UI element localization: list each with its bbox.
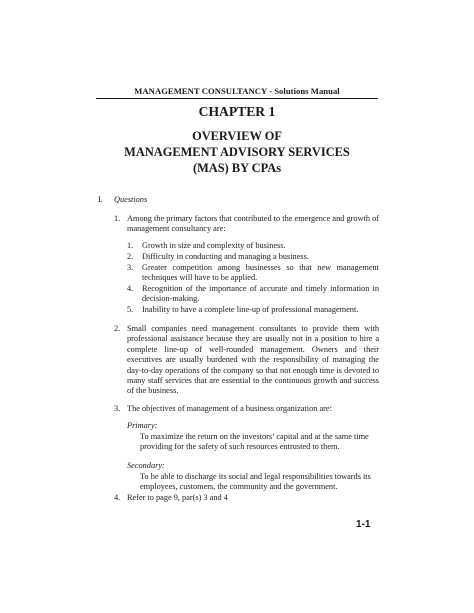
chapter-heading: CHAPTER 1 <box>198 104 276 119</box>
list-item-text: Difficulty in conducting and managing a business. <box>142 252 309 261</box>
page-number: 1-1 <box>356 519 371 530</box>
list-item-number: 1. <box>127 241 134 250</box>
primary-objective-label: Primary: <box>127 421 158 430</box>
list-item-number: 4. <box>127 284 134 293</box>
chapter-title-line-3: (MAS) BY CPAs <box>192 161 282 175</box>
chapter-title <box>96 128 378 176</box>
list-item-text: Recognition of the importance of accurate and timely information in decision-making. <box>142 284 379 304</box>
chapter-title-line-2: MANAGEMENT ADVISORY SERVICES <box>124 145 350 159</box>
secondary-objective-text: To be able to discharge its social and legal responsibilities towards its employees, customers, the community and the government. <box>140 472 371 492</box>
secondary-objective-label: Secondary: <box>127 461 165 470</box>
section-heading: Questions <box>114 195 148 204</box>
list-item-number: 2. <box>127 252 134 261</box>
question-2-number: 2. <box>114 324 121 333</box>
question-4-number: 4. <box>114 493 121 502</box>
running-header: MANAGEMENT CONSULTANCY - Solutions Manual <box>96 86 378 99</box>
question-4-text: Refer to page 9, par(s) 3 and 4 <box>127 493 228 502</box>
question-3-number: 3. <box>114 404 121 413</box>
question-3-text: The objectives of management of a business organization are: <box>127 404 332 413</box>
question-1-number: 1. <box>114 214 121 223</box>
section-numeral: I. <box>98 195 103 204</box>
question-1-intro: Among the primary factors that contributed to the emergence and growth of management consultancy are: <box>127 214 379 234</box>
chapter-title-line-1: OVERVIEW OF <box>192 129 282 143</box>
primary-objective-text: To maximize the return on the investors’ capital and at the same time providing for the safety of such resources entrusted to them. <box>140 432 369 452</box>
list-item-text: Greater competition among businesses so that new management techniques will have to be applied. <box>142 263 379 283</box>
list-item-text: Inability to have a complete line-up of professional management. <box>142 305 359 314</box>
list-item-number: 3. <box>127 263 134 272</box>
question-2-text: Small companies need management consultants to provide them with professional assistance because they are usually not in a position to hire a complete line-up of well-rounded management. Owners and their executives are usually burdened with the responsibility of managing the day-to-day operations of the company so that not enough time is devoted to many staff services that are essential to the continuous growth and success of the business. <box>127 324 379 396</box>
list-item-text: Growth in size and complexity of business. <box>142 241 286 250</box>
list-item-number: 5. <box>127 305 134 314</box>
